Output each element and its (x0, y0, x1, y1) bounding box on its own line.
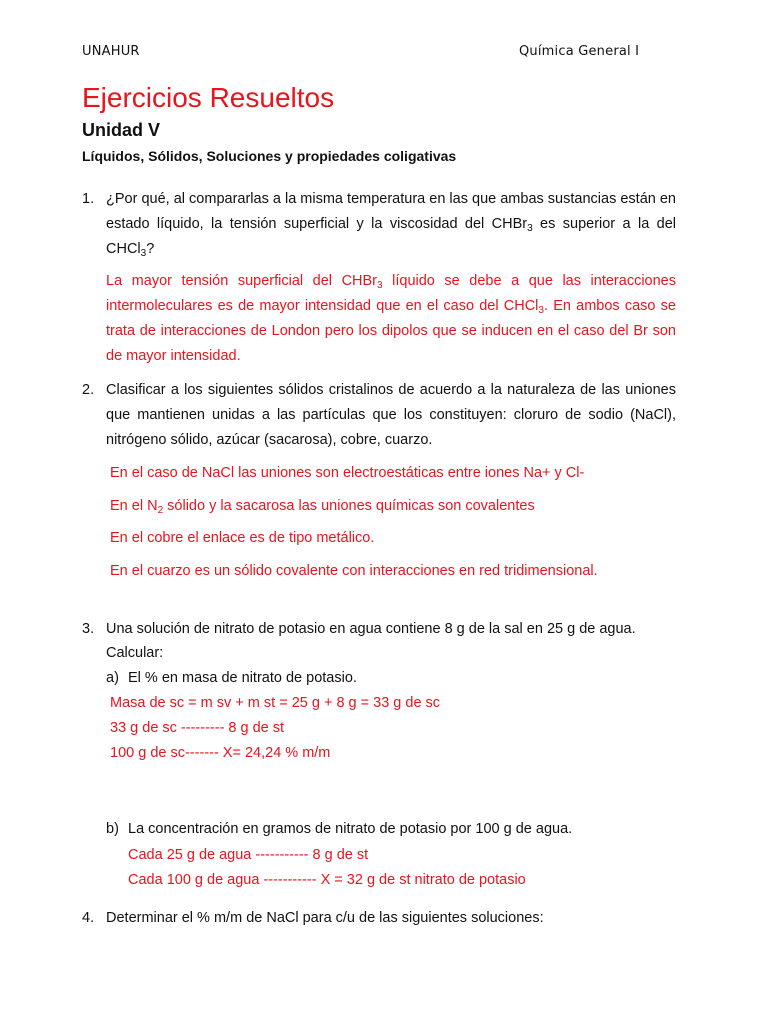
question-3b-answer-1: Cada 25 g de agua ----------- 8 g de st (128, 847, 369, 863)
question-1-answer: La mayor tensión superficial del CHBr$_3$ líquido se debe a que las interacciones intermoleculares es de mayor intensidad que en el caso del CHCl$_3$. En ambos caso se trata de interacciones de London pero los dipolos que se inducen en el caso del Br son de mayor intensidad. (106, 273, 676, 364)
question-3b-text: La concentración en gramos de nitrato de potasio por 100 g de agua. (128, 821, 573, 837)
question-2-answer-4: En el cuarzo es un sólido covalente con interacciones en red tridimensional. (110, 563, 598, 579)
question-3b-answer-2: Cada 100 g de agua ----------- X = 32 g de st nitrato de potasio (128, 872, 526, 888)
header-course: Química General I (519, 44, 640, 59)
question-3a-text: El % en masa de nitrato de potasio. (128, 670, 357, 686)
header-institution: UNAHUR (82, 44, 140, 59)
unit-heading: Unidad V (82, 120, 161, 140)
question-4-text: Determinar el % m/m de NaCl para c/u de las siguientes soluciones: (106, 910, 544, 926)
question-3-text: Una solución de nitrato de potasio en agua contiene 8 g de la sal en 25 g de agua. (106, 621, 636, 637)
question-1-number: 1. (82, 191, 95, 207)
question-3b-label: b) (106, 821, 119, 837)
question-2-answer-3: En el cobre el enlace es de tipo metálico. (110, 530, 375, 546)
question-1-text: ¿Por qué, al compararlas a la misma temperatura en las que ambas sustancias están en estado líquido, la tensión superficial y la viscosidad del CHBr$_3$ es superior a la del CHCl$_3$? (106, 191, 676, 259)
question-3a-answer-1: Masa de sc = m sv + m st = 25 g + 8 g = 33 g de sc (110, 695, 441, 711)
question-2-number: 2. (82, 382, 95, 398)
question-2-text: Clasificar a los siguientes sólidos cristalinos de acuerdo a la naturaleza de las uniones que mantienen unidas a las partículas que los constituyen: cloruro de sodio (NaCl), nitrógeno sólido, azúcar (sacarosa), cobre, cuarzo. (106, 382, 676, 448)
question-2-answer-2: En el $N_2$ sólido y la sacarosa las uniones químicas son covalentes (110, 498, 535, 516)
question-3a-label: a) (106, 670, 119, 686)
page-title: Ejercicios Resueltos (82, 82, 335, 113)
question-4-number: 4. (82, 910, 95, 926)
question-3a-answer-3: 100 g de sc------- X= 24,24 % m/m (110, 745, 331, 761)
question-3-calcular: Calcular: (106, 645, 164, 661)
question-3a-answer-2: 33 g de sc --------- 8 g de st (110, 720, 285, 736)
question-3-number: 3. (82, 621, 95, 637)
unit-subtitle: Líquidos, Sólidos, Soluciones y propiedades coligativas (82, 148, 457, 164)
question-2-answer-1: En el caso de NaCl las uniones son electroestáticas entre iones Na+ y Cl- (110, 465, 585, 481)
